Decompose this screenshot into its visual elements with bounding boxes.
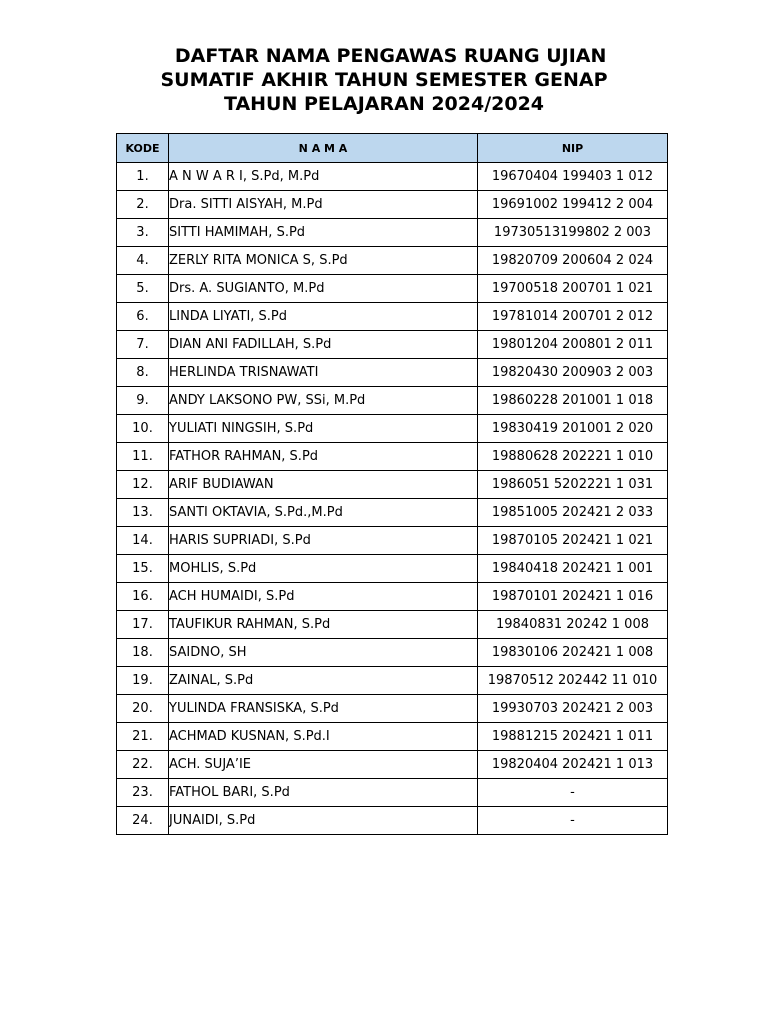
document-title	[0, 44, 768, 116]
kode-cell: 23.	[117, 779, 169, 807]
kode-cell: 18.	[117, 639, 169, 667]
kode-cell: 17.	[117, 611, 169, 639]
nip-cell: 19830419 201001 2 020	[478, 415, 668, 443]
kode-cell: 14.	[117, 527, 169, 555]
title-line: DAFTAR NAMA PENGAWAS RUANG UJIAN	[161, 45, 607, 67]
nip-cell: 19830106 202421 1 008	[478, 639, 668, 667]
kode-cell: 3.	[117, 219, 169, 247]
kode-cell: 16.	[117, 583, 169, 611]
nama-cell: MOHLIS, S.Pd	[169, 555, 478, 583]
nama-cell: Drs. A. SUGIANTO, M.Pd	[169, 275, 478, 303]
title-line: TAHUN PELAJARAN 2024/2024	[223, 93, 545, 115]
nip-cell: 19860228 201001 1 018	[478, 387, 668, 415]
nip-cell: 19840418 202421 1 001	[478, 555, 668, 583]
nip-cell: 19820430 200903 2 003	[478, 359, 668, 387]
table-row	[117, 219, 668, 247]
table-row	[117, 415, 668, 443]
nip-cell: 19870512 202442 11 010	[478, 667, 668, 695]
kode-cell: 19.	[117, 667, 169, 695]
nip-cell: 19870101 202421 1 016	[478, 583, 668, 611]
kode-cell: 24.	[117, 807, 169, 835]
nama-cell: HERLINDA TRISNAWATI	[169, 359, 478, 387]
supervisor-table	[116, 133, 668, 835]
table-row	[117, 303, 668, 331]
table-header-row	[117, 134, 668, 163]
kode-cell: 2.	[117, 191, 169, 219]
nama-cell: FATHOR RAHMAN, S.Pd	[169, 443, 478, 471]
nip-cell: 19870105 202421 1 021	[478, 527, 668, 555]
table-row	[117, 611, 668, 639]
table-row	[117, 163, 668, 191]
nama-cell: HARIS SUPRIADI, S.Pd	[169, 527, 478, 555]
table-row	[117, 275, 668, 303]
nama-cell: YULIATI NINGSIH, S.Pd	[169, 415, 478, 443]
table-row	[117, 555, 668, 583]
table-row	[117, 471, 668, 499]
kode-cell: 13.	[117, 499, 169, 527]
table-row	[117, 779, 668, 807]
nip-cell: -	[478, 807, 668, 835]
table-row	[117, 359, 668, 387]
table-row	[117, 247, 668, 275]
nama-cell: ARIF BUDIAWAN	[169, 471, 478, 499]
nip-cell: 19670404 199403 1 012	[478, 163, 668, 191]
nama-cell: DIAN ANI FADILLAH, S.Pd	[169, 331, 478, 359]
nama-cell: TAUFIKUR RAHMAN, S.Pd	[169, 611, 478, 639]
nama-cell: SAIDNO, SH	[169, 639, 478, 667]
nip-cell: 19691002 199412 2 004	[478, 191, 668, 219]
nip-cell: 19700518 200701 1 021	[478, 275, 668, 303]
nama-cell: Dra. SITTI AISYAH, M.Pd	[169, 191, 478, 219]
nama-cell: SITTI HAMIMAH, S.Pd	[169, 219, 478, 247]
nama-cell: ACHMAD KUSNAN, S.Pd.I	[169, 723, 478, 751]
nip-cell: 19880628 202221 1 010	[478, 443, 668, 471]
kode-cell: 20.	[117, 695, 169, 723]
nip-cell: 19730513199802 2 003	[478, 219, 668, 247]
kode-cell: 12.	[117, 471, 169, 499]
nip-cell: 19781014 200701 2 012	[478, 303, 668, 331]
nip-cell: 1986051 5202221 1 031	[478, 471, 668, 499]
kode-cell: 21.	[117, 723, 169, 751]
nama-cell: ZAINAL, S.Pd	[169, 667, 478, 695]
title-line: SUMATIF AKHIR TAHUN SEMESTER GENAP	[160, 69, 608, 91]
nip-cell: 19820404 202421 1 013	[478, 751, 668, 779]
table-row	[117, 639, 668, 667]
nama-cell: YULINDA FRANSISKA, S.Pd	[169, 695, 478, 723]
table-row	[117, 751, 668, 779]
nip-cell: 19820709 200604 2 024	[478, 247, 668, 275]
kode-cell: 4.	[117, 247, 169, 275]
nama-cell: JUNAIDI, S.Pd	[169, 807, 478, 835]
nama-cell: ACH. SUJA’IE	[169, 751, 478, 779]
kode-cell: 5.	[117, 275, 169, 303]
nip-cell: 19930703 202421 2 003	[478, 695, 668, 723]
nama-cell: FATHOL BARI, S.Pd	[169, 779, 478, 807]
table-row	[117, 583, 668, 611]
table-row	[117, 723, 668, 751]
column-header-nip: NIP	[478, 134, 668, 163]
nip-cell: -	[478, 779, 668, 807]
nama-cell: ZERLY RITA MONICA S, S.Pd	[169, 247, 478, 275]
nama-cell: ACH HUMAIDI, S.Pd	[169, 583, 478, 611]
column-header-nama: N A M A	[169, 134, 478, 163]
table-row	[117, 387, 668, 415]
table-row	[117, 499, 668, 527]
nip-cell: 19851005 202421 2 033	[478, 499, 668, 527]
table-body	[117, 163, 668, 835]
kode-cell: 9.	[117, 387, 169, 415]
kode-cell: 7.	[117, 331, 169, 359]
nip-cell: 19840831 20242 1 008	[478, 611, 668, 639]
nama-cell: SANTI OKTAVIA, S.Pd.,M.Pd	[169, 499, 478, 527]
table-row	[117, 807, 668, 835]
nama-cell: ANDY LAKSONO PW, SSi, M.Pd	[169, 387, 478, 415]
table-row	[117, 331, 668, 359]
kode-cell: 8.	[117, 359, 169, 387]
nip-cell: 19801204 200801 2 011	[478, 331, 668, 359]
table-row	[117, 191, 668, 219]
kode-cell: 6.	[117, 303, 169, 331]
kode-cell: 10.	[117, 415, 169, 443]
kode-cell: 1.	[117, 163, 169, 191]
nama-cell: LINDA LIYATI, S.Pd	[169, 303, 478, 331]
nama-cell: A N W A R I, S.Pd, M.Pd	[169, 163, 478, 191]
table-row	[117, 527, 668, 555]
column-header-kode: KODE	[117, 134, 169, 163]
kode-cell: 15.	[117, 555, 169, 583]
table-row	[117, 695, 668, 723]
kode-cell: 11.	[117, 443, 169, 471]
kode-cell: 22.	[117, 751, 169, 779]
table-row	[117, 443, 668, 471]
table-row	[117, 667, 668, 695]
nip-cell: 19881215 202421 1 011	[478, 723, 668, 751]
